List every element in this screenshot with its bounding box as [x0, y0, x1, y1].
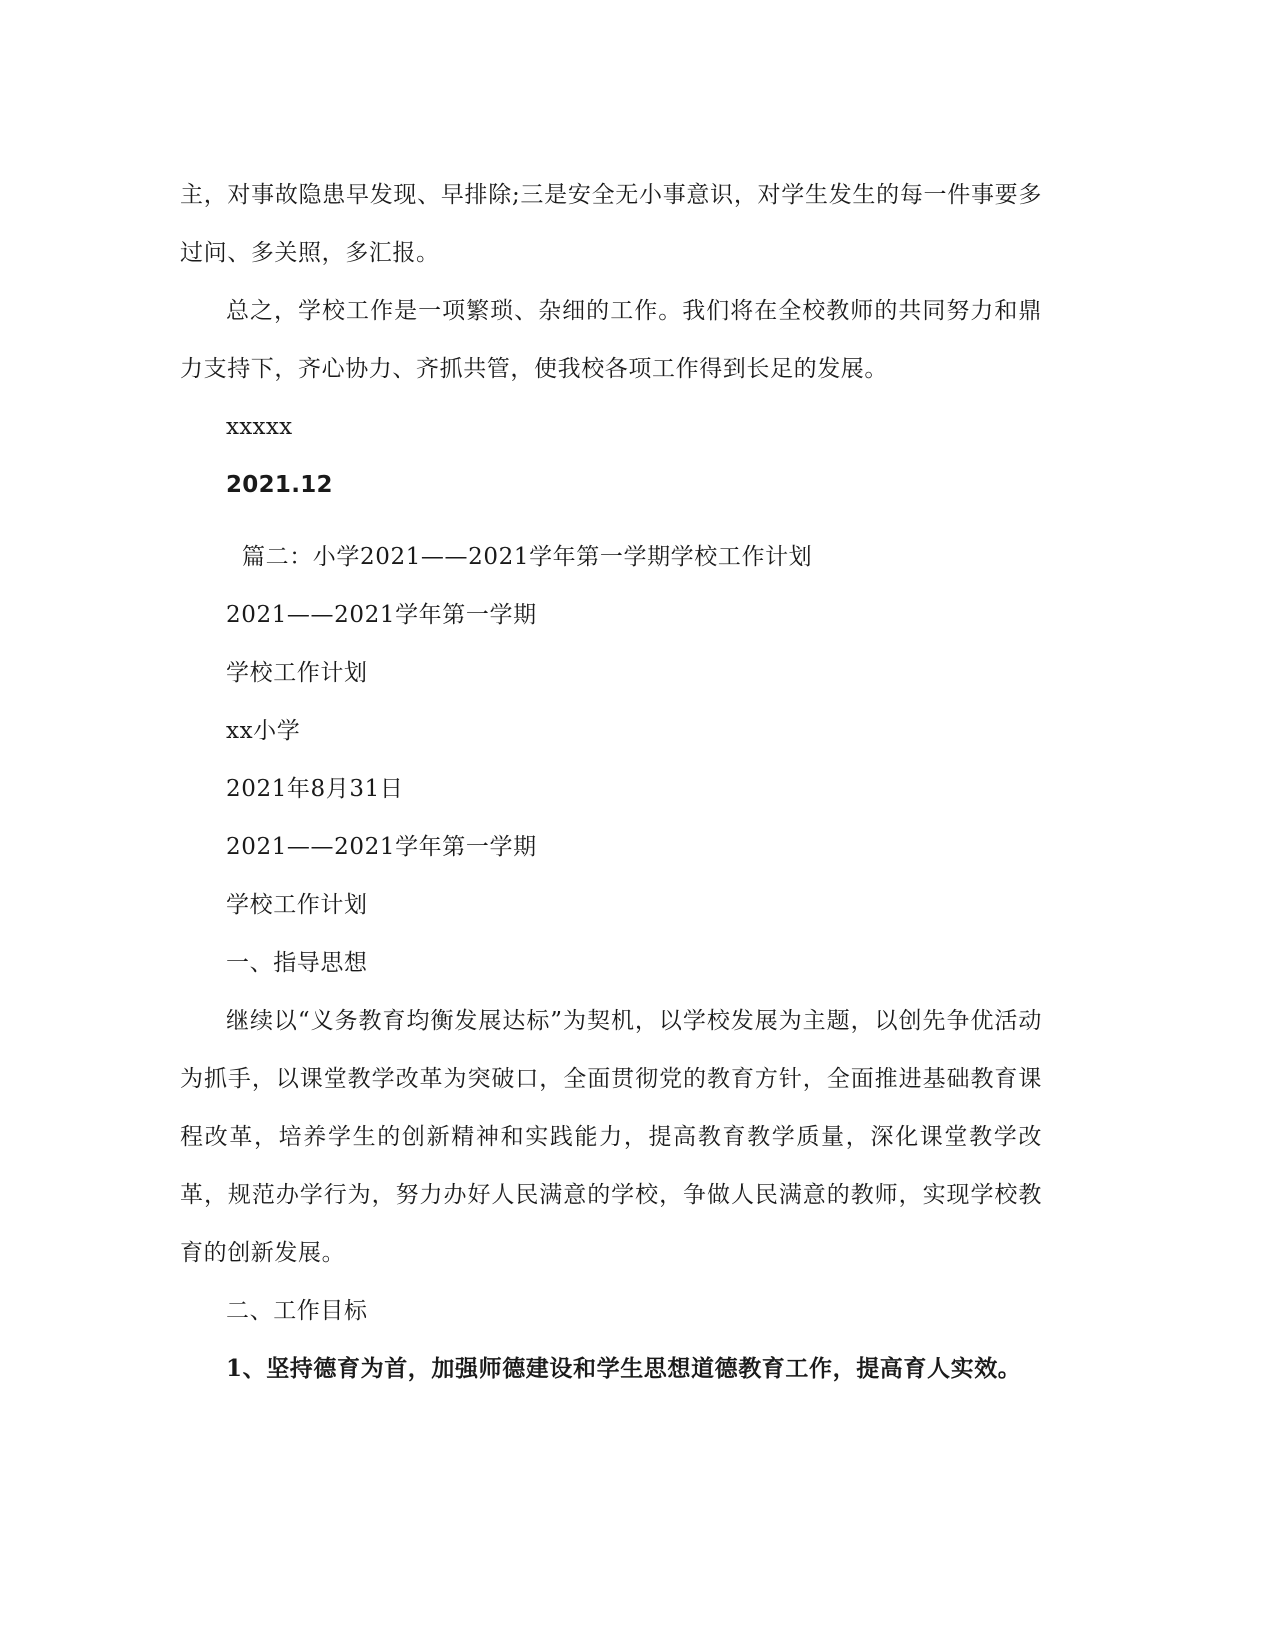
signature-date: 2021.12: [226, 472, 333, 498]
plan-title-line: 学校工作计划: [226, 892, 368, 918]
chapter-title: 篇二：小学2021——2021学年第一学期学校工作计划: [242, 544, 813, 570]
cover-title-line: 学校工作计划: [226, 660, 368, 686]
cover-school-line: xx小学: [226, 718, 301, 744]
cover-date-line: 2021年8月31日: [226, 776, 404, 802]
section-heading-work-goals: 二、工作目标: [226, 1298, 368, 1324]
document-body: [180, 166, 1042, 1398]
paragraph-conclusion: 总之，学校工作是一项繁琐、杂细的工作。我们将在全校教师的共同努力和鼎力支持下，齐心协力、齐抓共管，使我校各项工作得到长足的发展。: [180, 298, 1042, 382]
goal-item-1: 1、坚持德育为首，加强师德建设和学生思想道德教育工作，提高育人实效。: [226, 1355, 1022, 1382]
section-gap: [180, 514, 1042, 528]
paragraph-safety-continuation: 主，对事故隐患早发现、早排除;三是安全无小事意识，对学生发生的每一件事要多过问、多关照，多汇报。: [180, 182, 1042, 266]
term-line: 2021——2021学年第一学期: [226, 834, 537, 860]
cover-term-line: 2021——2021学年第一学期: [226, 602, 537, 628]
signature-text: xxxxx: [226, 414, 293, 440]
section-heading-guiding-ideology: 一、指导思想: [226, 950, 368, 976]
paragraph-guiding-ideology: 继续以“义务教育均衡发展达标”为契机，以学校发展为主题，以创先争优活动为抓手，以课堂教学改革为突破口，全面贯彻党的教育方针，全面推进基础教育课程改革，培养学生的创新精神和实践能力，提高教育教学质量，深化课堂教学改革，规范办学行为，努力办好人民满意的学校，争做人民满意的教师，实现学校教育的创新发展。: [180, 1008, 1042, 1266]
